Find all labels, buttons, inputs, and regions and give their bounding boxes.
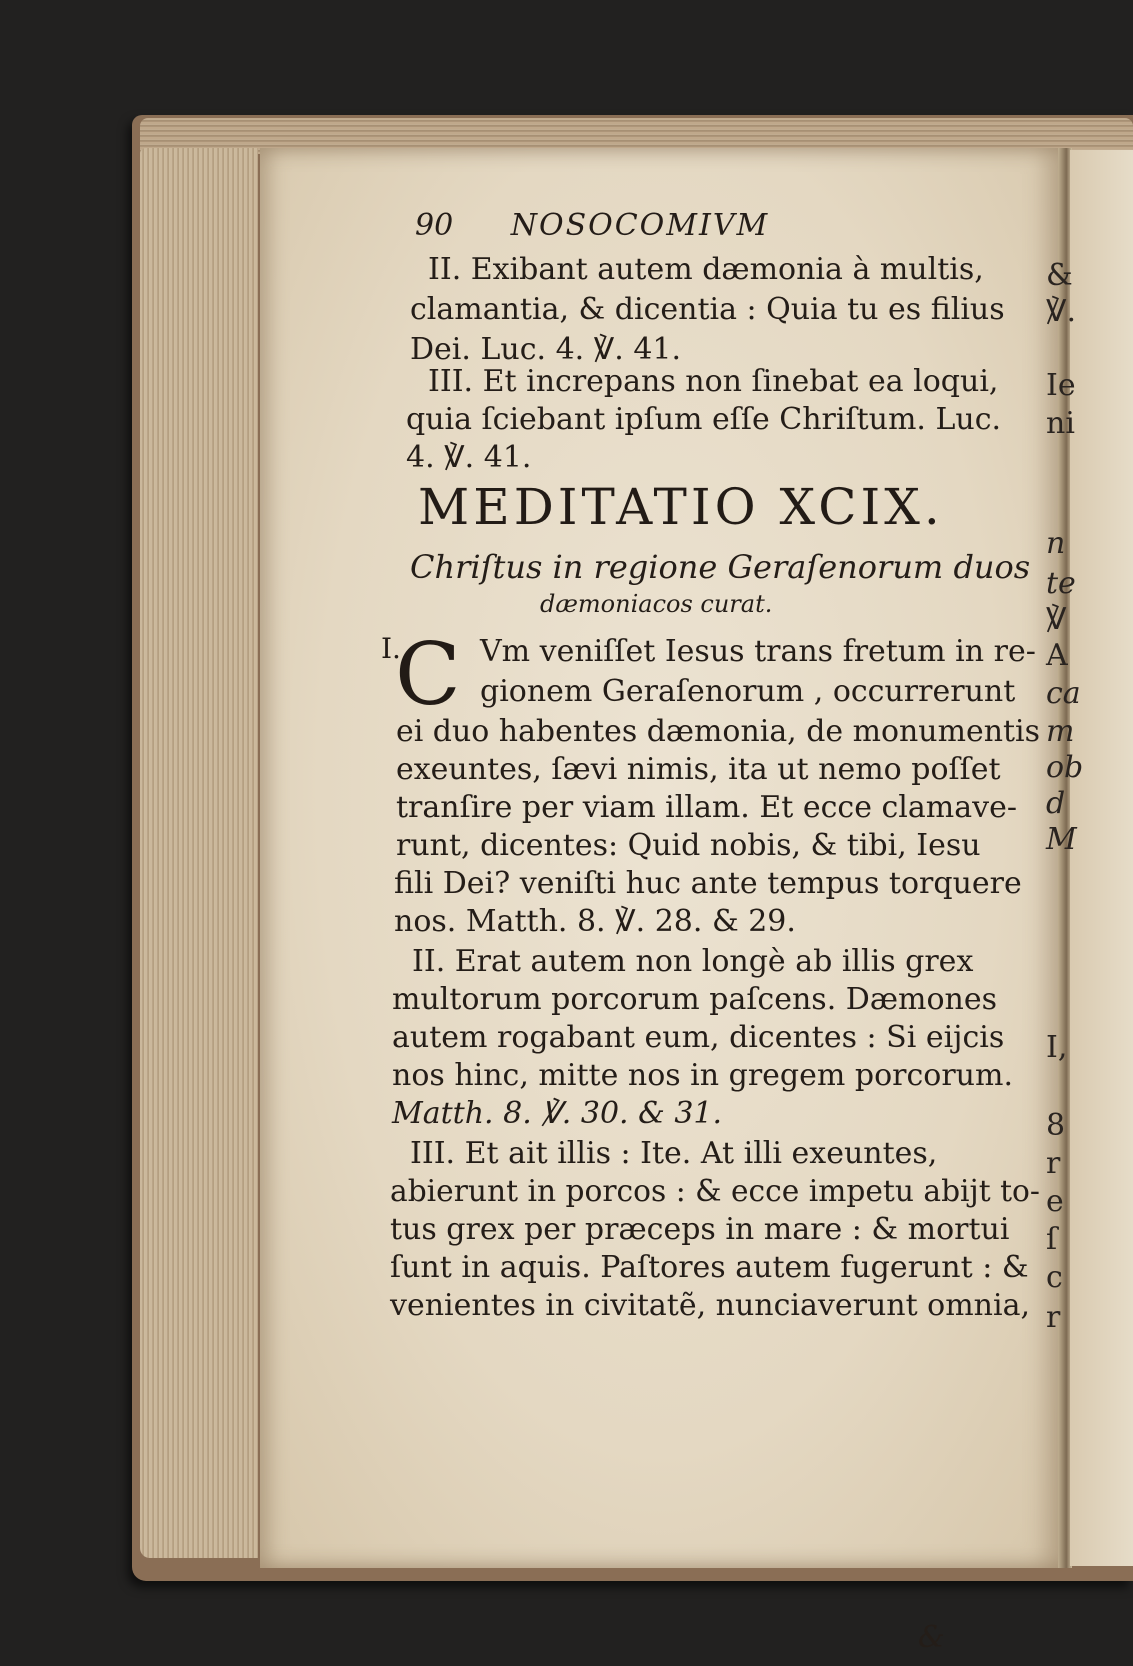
facing-fragment: r [1046,1300,1061,1335]
text-line: autem rogabant eum, dicentes : Si eijcis [392,1020,1005,1055]
text-line: tus grex per præceps in mare : & mortui [390,1212,1010,1247]
text-line: 4. ℣. 41. [406,440,532,475]
meditation-title: MEDITATIO XCIX. [418,478,944,536]
facing-fragment: d [1046,786,1066,821]
running-title: NOSOCOMIVM [510,208,770,243]
facing-fragment: & [1046,258,1073,293]
text-line: multorum porcorum paſcens. Dæmones [392,982,998,1017]
text-line: venientes in civitatẽ, nunciaverunt omnia, [390,1288,1031,1323]
facing-fragment: ob [1046,750,1084,785]
facing-fragment: ni [1046,406,1075,441]
running-header [415,208,769,243]
text-line: tranſire per viam illam. Et ecce clamave- [396,790,1017,825]
text-line: gionem Geraſenorum , occurrerunt [480,674,1016,709]
drop-cap: C [395,625,461,725]
facing-fragment: I, [1046,1030,1068,1065]
facing-fragment: Ie [1046,368,1076,403]
facing-fragment: e [1046,1184,1064,1219]
text-line: Vm veniſſet Iesus trans fretum in re- [480,634,1036,669]
facing-fragment: 8 [1046,1108,1066,1143]
item-number: I. [381,632,401,665]
text-line: clamantia, & dicentia : Quia tu es filius [410,292,1005,327]
facing-fragment: ca [1046,676,1081,711]
text-line: III. Et ait illis : Ite. At illi exeuntes, [410,1136,938,1171]
facing-fragment: m [1046,714,1075,749]
facing-fragment: te [1046,566,1076,601]
meditation-subtitle: Chriſtus in regione Geraſenorum duos [410,548,1031,586]
page-number: 90 [415,208,454,243]
text-line: abierunt in porcos : & ecce impetu abijt to- [390,1174,1040,1209]
facing-fragment: ℣ [1046,602,1067,637]
text-line: II. Exibant autem dæmonia à multis, [428,252,984,287]
text-line: ſunt in aquis. Paſtores autem fugerunt : & [390,1250,1029,1285]
facing-page [1046,150,1133,1566]
facing-fragment: ſ [1046,1222,1058,1257]
facing-fragment: c [1046,1260,1063,1295]
facing-fragment: A [1046,638,1068,673]
facing-fragment: M [1046,822,1077,857]
catchword: & [918,1620,945,1655]
facing-fragment: ℣. [1046,294,1077,329]
text-line: ei duo habentes dæmonia, de monumentis [396,714,1040,749]
text-line: Matth. 8. ℣. 30. & 31. [392,1096,723,1131]
facing-fragment: r [1046,1146,1061,1181]
text-line: nos. Matth. 8. ℣. 28. & 29. [394,904,796,939]
text-line: nos hinc, mitte nos in gregem porcorum. [392,1058,1013,1093]
text-line: exeuntes, ſævi nimis, ita ut nemo poſſet [396,752,1001,787]
text-line: quia ſciebant ipſum eſſe Chriſtum. Luc. [406,402,1002,437]
text-line: II. Erat autem non longè ab illis grex [412,944,974,979]
text-line: runt, dicentes: Quid nobis, & tibi, Iesu [396,828,981,863]
text-line: III. Et increpans non ſinebat ea loqui, [428,364,999,399]
facing-fragment: n [1046,526,1066,561]
meditation-subtitle-2: dæmoniacos curat. [540,590,773,618]
text-line: fili Dei? veniſti huc ante tempus torquere [394,866,1022,901]
page-block-fore-edge [140,148,258,1558]
text-line: Dei. Luc. 4. ℣. 41. [410,332,682,367]
